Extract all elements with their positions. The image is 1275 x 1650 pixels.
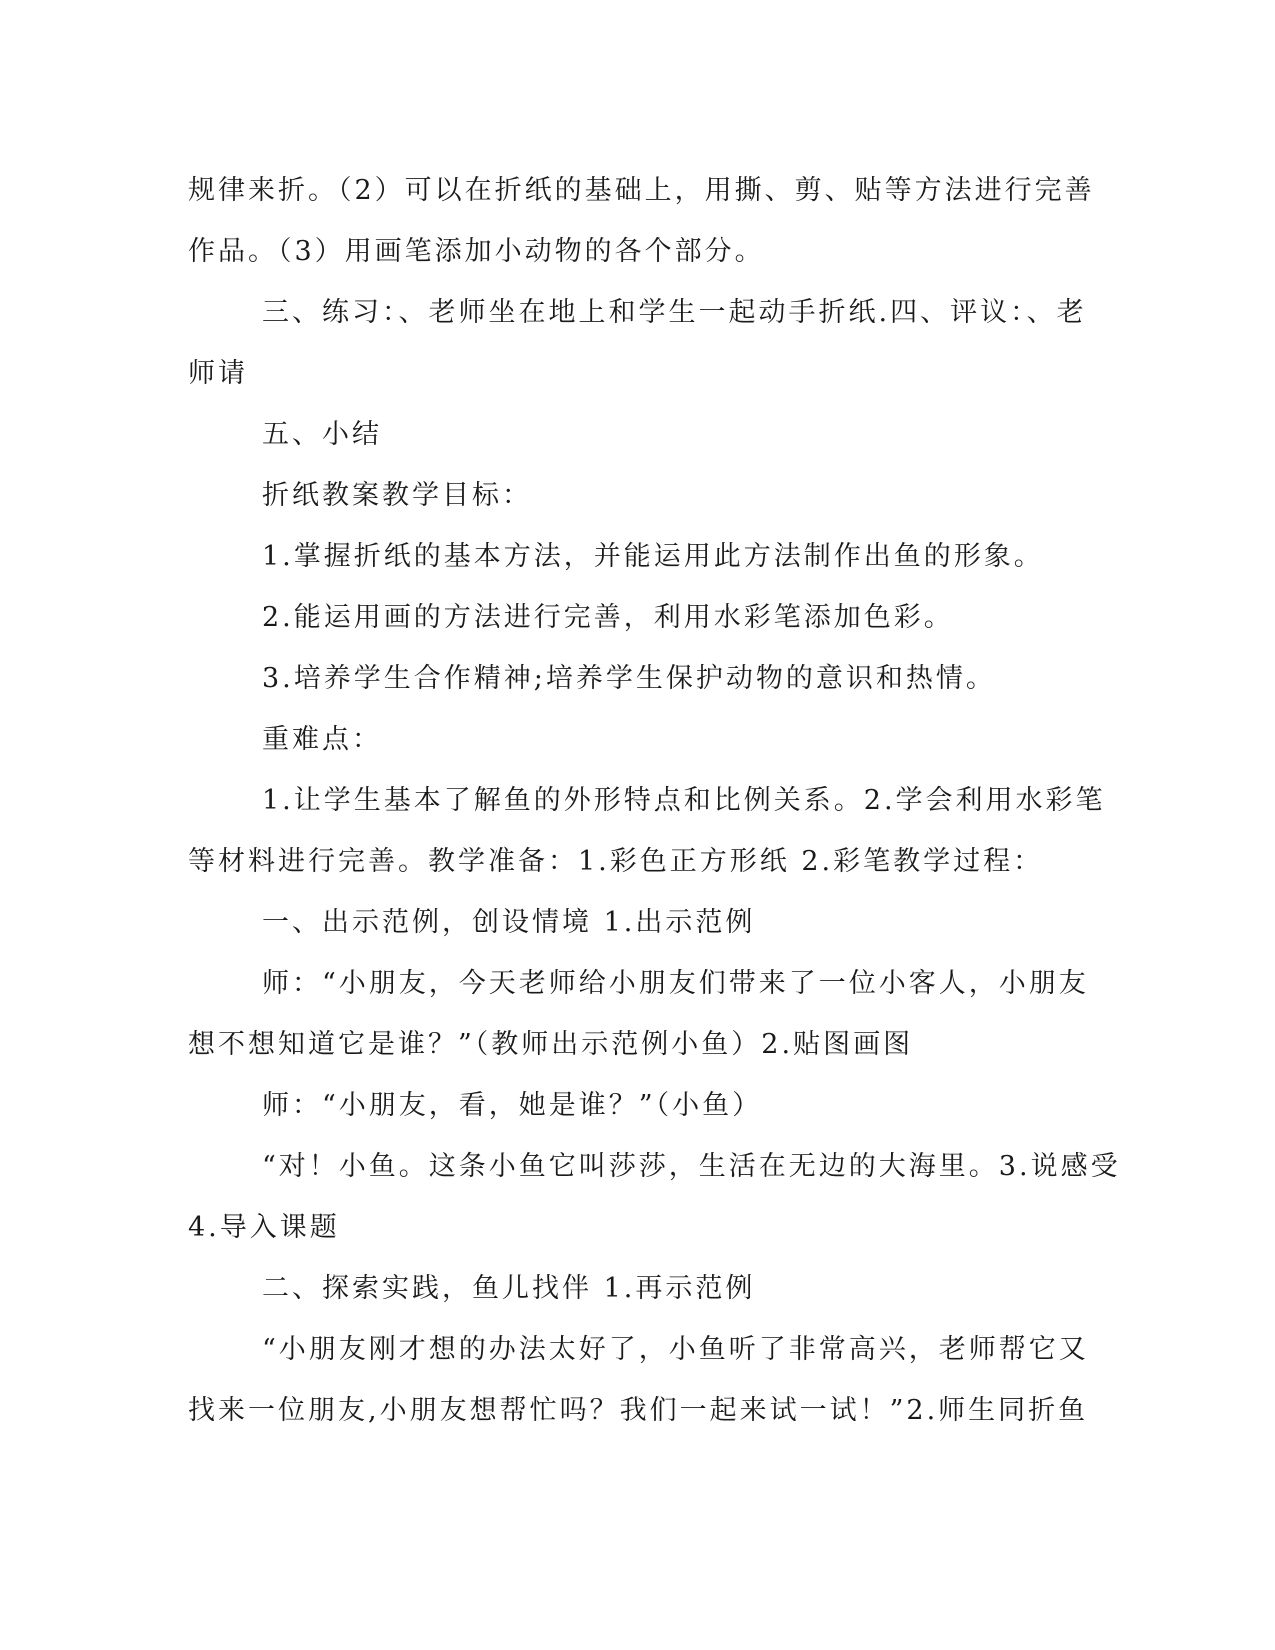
text-line: 师：“小朋友，今天老师给小朋友们带来了一位小客人，小朋友: [262, 968, 1089, 999]
section-heading: 一、出示范例，创设情境 1.出示范例: [262, 907, 756, 938]
list-item: 2.能运用画的方法进行完善，利用水彩笔添加色彩。: [262, 602, 954, 633]
text-line: “对！小鱼。这条小鱼它叫莎莎，生活在无边的大海里。3.说感受: [262, 1151, 1121, 1182]
text-line: 作品。（3）用画笔添加小动物的各个部分。: [188, 236, 765, 267]
list-item: 3.培养学生合作精神;培养学生保护动物的意识和热情。: [262, 663, 996, 694]
text-line: “小朋友刚才想的办法太好了，小鱼听了非常高兴，老师帮它又: [262, 1334, 1089, 1365]
text-line: 1.让学生基本了解鱼的外形特点和比例关系。2.学会利用水彩笔: [262, 785, 1106, 816]
section-heading: 二、探索实践，鱼儿找伴 1.再示范例: [262, 1273, 756, 1304]
text-line: 师：“小朋友，看，她是谁？”（小鱼）: [262, 1090, 763, 1121]
text-line: 等材料进行完善。教学准备：1.彩色正方形纸 2.彩笔教学过程：: [188, 846, 1044, 877]
section-heading: 折纸教案教学目标：: [262, 480, 532, 511]
text-line: 4.导入课题: [188, 1212, 340, 1243]
text-line: 想不想知道它是谁？”（教师出示范例小鱼）2.贴图画图: [188, 1029, 914, 1060]
text-line: 找来一位朋友,小朋友想帮忙吗？我们一起来试一试！”2.师生同折鱼: [188, 1395, 1089, 1426]
document-body: [188, 160, 1121, 1441]
list-item: 1.掌握折纸的基本方法，并能运用此方法制作出鱼的形象。: [262, 541, 1044, 572]
section-heading: 重难点：: [262, 724, 382, 755]
text-line: 师请: [188, 358, 248, 389]
section-heading: 五、小结: [262, 419, 382, 450]
text-line: 规律来折。（2）可以在折纸的基础上，用撕、剪、贴等方法进行完善: [188, 175, 1095, 206]
text-line: 三、练习：、老师坐在地上和学生一起动手折纸.四、评议：、老: [262, 297, 1087, 328]
